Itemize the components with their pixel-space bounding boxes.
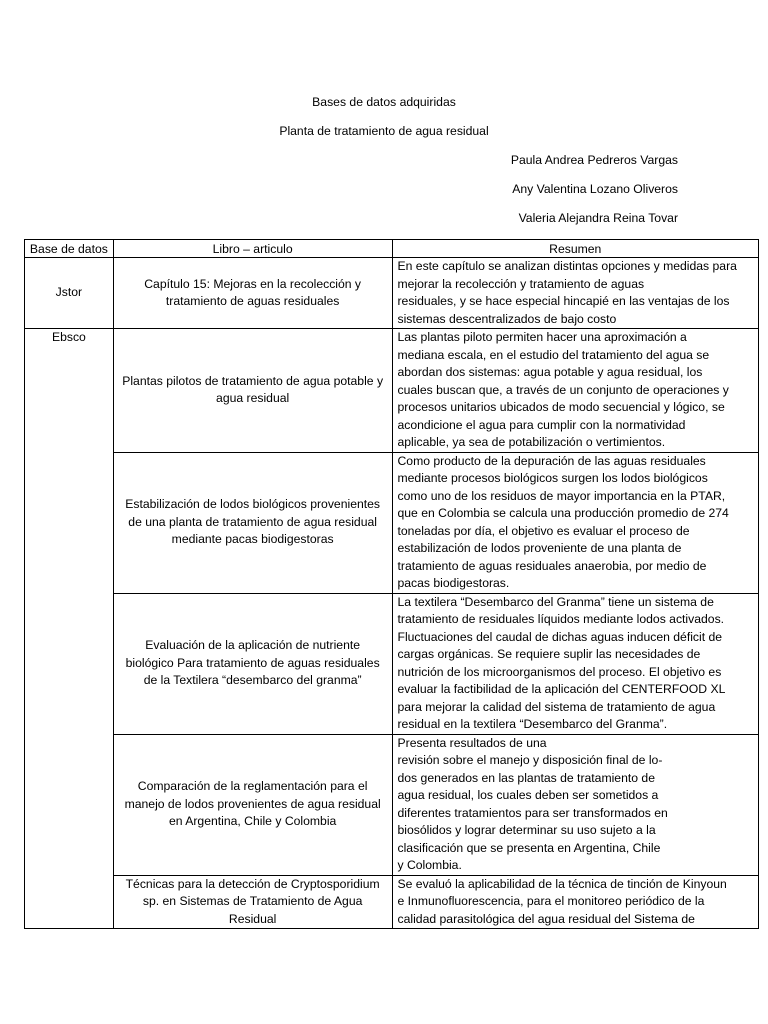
summary-line: calidad parasitológica del agua residual del Sistema de [397, 911, 695, 926]
summary-line: En este capítulo se analizan distintas opciones y medidas para [397, 259, 737, 273]
summary-line: Presenta resultados de una [397, 735, 547, 750]
databases-table [24, 239, 759, 929]
document-subtitle: Planta de tratamiento de agua residual [279, 124, 489, 138]
summary-line: estabilización de lodos proveniente de una planta de [397, 541, 682, 555]
database-cell: Jstor [25, 258, 114, 329]
table-row [25, 593, 759, 734]
table-row [25, 258, 759, 329]
summary-line: clasificación que se presenta en Argentina, Chile [397, 840, 661, 855]
summary-line: residual en la textilera “Desembarco del Granma”. [397, 717, 668, 731]
summary-line: tratamiento de aguas residuales anaerobia, por medio de [397, 558, 707, 573]
table-row [25, 875, 759, 929]
summary-line: agua residual, los cuales deben ser sometidos a [397, 788, 659, 802]
summary-line: mediana escala, en el estudio del tratamiento del agua se [397, 347, 710, 362]
book-article-cell: Estabilización de lodos biológicos provenientes de una planta de tratamiento de agua residual mediante pacas biodigestoras [113, 452, 392, 593]
author-2: Any Valentina Lozano Oliveros [512, 182, 678, 196]
summary-line: biosólidos y lograr determinar su uso sujeto a la [397, 823, 656, 837]
book-article-cell: Evaluación de la aplicación de nutriente biológico Para tratamiento de aguas residuales de la Textilera “desembarco del granma” [113, 593, 392, 734]
summary-line: acondicione el agua para cumplir con la normatividad [397, 417, 686, 432]
author-3: Valeria Alejandra Reina Tovar [518, 211, 678, 225]
database-cell: Ebsco [25, 329, 114, 929]
summary-cell [392, 329, 759, 453]
book-article-cell: Comparación de la reglamentación para el manejo de lodos provenientes de agua residual en Argentina, Chile y Colombia [113, 734, 392, 875]
summary-line: residuales, y se hace especial hincapié en las ventajas de los [397, 294, 730, 308]
summary-line: dos generados en las plantas de tratamiento de [397, 770, 655, 785]
table-header-row [25, 240, 759, 258]
book-article-cell: Capítulo 15: Mejoras en la recolección y tratamiento de aguas residuales [113, 258, 392, 329]
summary-cell [392, 875, 759, 929]
author-1: Paula Andrea Pedreros Vargas [510, 153, 678, 167]
summary-line: La textilera “Desembarco del Granma” tiene un sistema de [397, 594, 714, 609]
summary-line: nutrición de los microorganismos del proceso. El objetivo es [397, 664, 722, 679]
table-row [25, 734, 759, 875]
summary-line: procesos unitarios ubicados de modo secuencial y lógico, se [397, 400, 725, 414]
summary-line: tratamiento de residuales líquidos mediante lodos activados. [397, 612, 725, 626]
summary-line: revisión sobre el manejo y disposición final de lo- [397, 753, 663, 767]
summary-line: cargas orgánicas. Se requiere suplir las necesidades de [397, 647, 701, 661]
summary-line: sistemas descentralizados de bajo costo [397, 311, 617, 326]
table-row [25, 452, 759, 593]
summary-line: Se evaluó la aplicabilidad de la técnica de tinción de Kinyoun [397, 876, 727, 891]
header-database: Base de datos [25, 240, 114, 258]
book-article-cell: Plantas pilotos de tratamiento de agua potable y agua residual [113, 329, 392, 453]
summary-line: diferentes tratamientos para ser transformados en [397, 805, 668, 820]
summary-line: que en Colombia se calcula una producción promedio de 274 [397, 506, 729, 520]
summary-line: como uno de los residuos de mayor importancia en la PTAR, [397, 488, 726, 503]
summary-line: Como producto de la depuración de las aguas residuales [397, 453, 706, 468]
summary-line: para mejorar la calidad del sistema de tratamiento de agua [397, 699, 716, 714]
summary-cell [392, 593, 759, 734]
summary-cell [392, 452, 759, 593]
summary-line: aplicable, ya sea de potabilización o vertimientos. [397, 435, 666, 449]
summary-line: abordan dos sistemas: agua potable y agua residual, los [397, 365, 703, 379]
summary-line: y Colombia. [397, 858, 462, 872]
header-book: Libro – articulo [113, 240, 392, 258]
summary-line: toneladas por día, el objetivo es evaluar el proceso de [397, 523, 690, 538]
summary-line: evaluar la factibilidad de la aplicación del CENTERFOOD XL [397, 682, 726, 696]
summary-line: Fluctuaciones del caudal de dichas aguas inducen déficit de [397, 629, 723, 644]
header-summary: Resumen [392, 240, 759, 258]
summary-line: mediante procesos biológicos surgen los lodos biológicos [397, 471, 708, 485]
summary-line: Las plantas piloto permiten hacer una aproximación a [397, 330, 687, 344]
summary-line: mejorar la recolección y tratamiento de aguas [397, 276, 645, 291]
summary-line: e Inmunofluorescencia, para el monitoreo periódico de la [397, 894, 705, 908]
summary-line: cuales buscan que, a través de un conjunto de operaciones y [397, 382, 729, 397]
book-article-cell: Técnicas para la detección de Cryptosporidium sp. en Sistemas de Tratamiento de Agua Residual [113, 875, 392, 929]
table-row [25, 329, 759, 453]
summary-cell [392, 258, 759, 329]
document-title: Bases de datos adquiridas [312, 95, 456, 109]
summary-line: pacas biodigestoras. [397, 576, 510, 590]
summary-cell [392, 734, 759, 875]
